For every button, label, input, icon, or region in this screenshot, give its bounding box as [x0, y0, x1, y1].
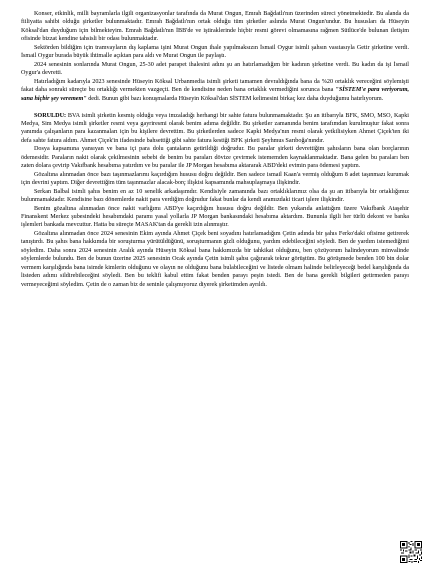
paragraph-4-post: dedi. Bunun gibi bazı konuşmalarda Hüseyin Köksal'dan SİSTEM kelimesini birkaç kez daha duyduğumu hatırlıyorum.: [86, 95, 384, 102]
paragraph-4-quote: "SİSTEM'e para veriyorum, sana hiçbir şey veremem": [21, 87, 410, 102]
soruldu-label: SORULDU:: [34, 112, 67, 119]
paragraph-4-pre: Hatırladığım kadarıyla 2023 senesinde Hüseyin Köksal Urbanmedia isimli şirketi tamamen devraldığında bana da %20 ortaklık vereceğini söylemişti fakat daha sonraki süreçte bu ortaklığı vermekten vazgeçti. Ben de kendisine neden bana ortaklık vermediğini sorunca bana: [21, 78, 409, 94]
paragraph-9: Benim gözaltına alınmadan önce nakit varlığımı ABD'ye kaçırdığım hususu doğru değildir. Ben yukarıda anlattığım üzere Vakıfbank Ataşehir Finanskent Merkez şubesindeki hesabımdaki paramı yasal yollarla JP Morgan bankasındaki hesabıma aktardım. Bununla ilgili her türlü dekont ve banka işlemleri bankada mevcuttur. Hatta bu süreçte MASAK'tan da gerekli izin alınmıştır.: [21, 205, 409, 229]
paragraph-4: [21, 78, 409, 103]
paragraph-3: 2024 senesinin sonlarında Murat Ongun, 25-30 adet parapet ihalesini adını şu an hatırlamadığım bir kadının şirketine verdi. Bu kadın da işi İsmail Oygur'a devretti.: [21, 61, 409, 77]
paragraph-5-text: BVA isimli şirketin kesmiş olduğu veya imzaladığı herhangi bir sahte fatura bulunmamaktadır. Şu an itibarıyla BFK, SMO, MSO, Kapki Medya, Sim Medya isimli şirketler resmi veya gayriresmi olarak benim adıma değildir. Bu şirketler zamanında benim tarafımdan kurulmuştur fakat sonra yanımda çalışanların para kazanmaları için bu kişilere devrettim. Bu şirketlerden sadece Kapki Medya'nın resmi olarak yetkilisiyken Ahmet Çiçek'ten iki defa sahte fatura aldım. Ahmet Çiçek'in ifadesinde bahsettiği gibi sahte fatura kestiği BFK şirketi Şeyhmus Sarıboğa'nındır.: [21, 112, 409, 144]
paragraph-10: Gözaltına alınmadan önce 2024 senesinin Ekim ayında Ahmet Çiçek beni soyadını hatırlamadığım Çetin adında bir şahıs Ferko'daki ofisime getirerek tanıştırdı. Bu şahıs bana hakkımda bir soruşturma yürütüldüğünü, soruşturmanın gizli olduğunu, yardım edebileceğini söyledi. Ben de yardım istemediğimi söyledim. Daha sonra 2024 senesinin Aralık ayında Hüseyin Köksal bana hakkımızda bir tahkikat olduğunu, ben çözüyorum halindeyorum minvalinde söylemlerde bulundu. Ben de bunun üzerine 2025 senesinin Ocak ayında Çetin isimli şahsı çağırarak tekrar görüştüm. Bu görüşmede benden 100 bin dolar vermem karşılığında bana isimde kimlerin olduğunu ve olayın ne olduğunu bana bulabileceğini ve listede olmam halinde belirleyeceği bedel karşılığında da listeden adımı sildirebileceğini söyledi. Ben bu teklifi kabul ettim fakat benden parayı peşin istedi. Ben de bana gerekli bilgileri getirmeden parayı vermeyeceğimi söyledim. Çetin de o zaman biz de seninle çalışmıyoruz diyerek şirketimden ayrıldı.: [21, 230, 409, 288]
paragraph-2: Sektörden bildiğim için tramvayların dış kaplama işini Murat Ongun ihale yapılmaksızın İsmail Oygur isimli şahsın vasıtasıyla Getir şirketine verdi. İsmail Oygur burada büyük ihtimalle açıktan para aldı ve Murat Ongun ile paylaştı.: [21, 44, 409, 60]
paragraph-6: Dosya kapsamına yansıyan ve bana içi para dolu çantaların getirildiği doğrudur. Bu paralar şirketi devrettiğim şahısların bana olan borçlarının ödemesidir. Paraların nakit olarak çekilmesinin sebebi de benim bu paraları dövize çevirmek istememden kaynaklanmaktadır. Bana gelen bu paraları ben zaten dolara çevirip Vakıfbank hesabıma yatırdım ve bu paralar ile JP Morgan hesabıma aktararak ABD'deki evimin para ödemesi yaptım.: [21, 146, 409, 170]
paragraph-7: Gözaltına alınmadan önce bazı taşınmazlarımı kaçırdığım hususu doğru değildir. Ben sadece ismail Kaan'a vermiş olduğum 8 adet taşınmazı kurumak için devrini yaptım. Diğer devrettiğim tüm taşınmazlar alacak-borç ilişkisi kapsamında mahsuplaşmaya ilişkindir.: [21, 171, 409, 187]
paragraph-gap: [21, 103, 409, 112]
qr-code-icon: [400, 541, 422, 563]
paragraph-1: Konser, etkinlik, milli bayramlarla ilgili organizasyonlar tarafında da Murat Ongun, Emrah Bağdatlı'nın üzerinden süreci yönetmektedir. Bu alanda da fiiliyatta sahibi olduğu şirketler bulunmaktadır. Emrah Bağdatlı'nın ortak olduğu tüm şirketler aslında Murat Ongun'undur. Bu hususları da Hüseyin Köksal'dan duyduğum için bilmekteyim. Emrah Bağdatlı'nın İBB'de ve iştiraklerinde hiçbir resmi görevi olmamasına rağmen Sütlüce'de bulunan iletişim ofisinde bizzat kendine tahsisli bir odası bulunmaktadır.: [21, 11, 409, 43]
paragraph-5: [21, 112, 409, 146]
paragraph-8: Serkan Balbal isimli şahıs benim en az 10 senelik arkadaşımdır. Kendisiyle zamanında bazı ortaklıklarımız olsa da şu an itibarıyla bir ortaklığımız bulunmamaktadır. Kendisine bazı dönemlerde nakit para verdiğim doğrudur fakat bunlar da kendi aramızdaki ticari işlere ilişkindir.: [21, 188, 409, 204]
document-page: [21, 10, 409, 289]
